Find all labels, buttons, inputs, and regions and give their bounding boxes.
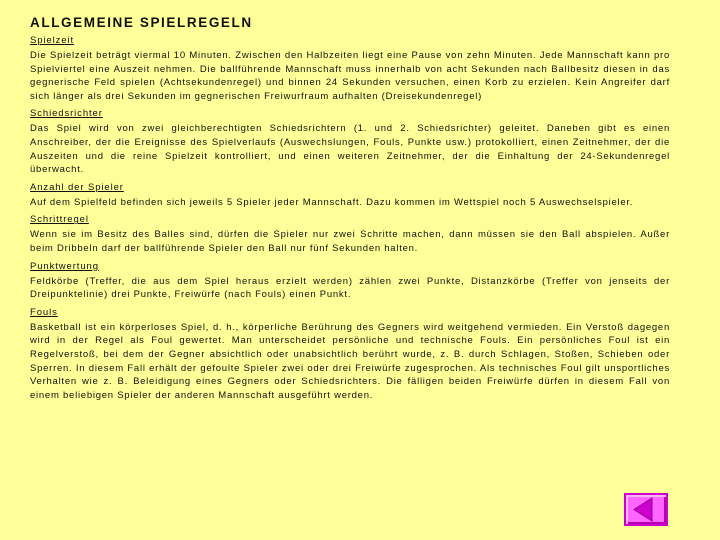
section-text-spielzeit: Die Spielzeit beträgt viermal 10 Minuten. Zwischen den Halbzeiten liegt eine Pause von zehn Minuten. Jede Mannschaft kann pro Spielviertel eine Auszeit nehmen. Die ballführende Mannschaft muss innerhalb von acht Sekunden nach Ballbesitz diesen in das gegnerische Feld spielen (Achtsekundenregel) und binnen 24 Sekunden versuchen, einen Korb zu erzielen. Kein Angreifer darf sich länger als drei Sekunden im gegnerischen Freiwurfraum aufhalten (Dreisekundenregel) (30, 50, 670, 102)
section-text-schiedsrichter: Das Spiel wird von zwei gleichberechtigten Schiedsrichtern (1. und 2. Schiedsrichter) geleitet. Daneben gibt es einen Anschreiber, der die Ereignisse des Spielverlaufs (Auswechslungen, Fouls, Punkte usw.) protokolliert, einen Zeitnehmer, der die Auszeiten und die reine Spielzeit kontrolliert, und einen weiteren Zeitnehmer, der die Einhaltung der 24-Sekundenregel überwacht. (30, 123, 670, 176)
section-text-anzahl-der-spieler: Auf dem Spielfeld befinden sich jeweils 5 Spieler jeder Mannschaft. Dazu kommen im Wettspiel noch 5 Auswechselspieler. (30, 196, 634, 208)
section-text-fouls: Basketball ist ein körperloses Spiel, d. h., körperliche Berührung des Gegners wird weitgehend vermieden. Ein Verstoß dagegen wird in der Regel als Foul gewertet. Man unterscheidet persönliche und technische Fouls. Ein persönliches Foul ist ein Regelverstoß, bei dem der Gegner absichtlich oder unabsichtlich berührt wurde, z. B. durch Schlagen, Stoßen, Schieben oder Sperren. In diesem Fall erhält der gefoulte Spieler zwei oder drei Freiwürfe zugesprochen. Als technisches Foul gilt unsportliches Verhalten wie z. B. Beleidigung eines Gegners oder Schiedsrichters. Die fälligen beiden Freiwürfe dürfen in diesem Fall von einem beliebigen Spieler der anderen Mannschaft ausgeführt werden. (30, 321, 670, 401)
section-text-schrittregel: Wenn sie im Besitz des Balles sind, dürfen die Spieler nur zwei Schritte machen, dann müssen sie den Ball abspielen. Außer beim Dribbeln darf der ballführende Spieler den Ball nur fünf Sekunden halten. (30, 229, 670, 254)
page-title: ALLGEMEINE SPIELREGELN (30, 15, 253, 30)
section-heading-schrittregel: Schrittregel (30, 214, 89, 226)
section-text-punktwertung: Feldkörbe (Treffer, die aus dem Spiel heraus erzielt werden) zählen zwei Punkte, Distanzkörbe (Treffer von jenseits der Dreipunktelinie) drei Punkte, Freiwürfe (nach Fouls) einen Punkt. (30, 275, 670, 301)
back-button[interactable] (624, 493, 668, 526)
section-heading-spielzeit: Spielzeit (30, 35, 75, 46)
triangle-back-icon (626, 495, 666, 524)
section-heading-anzahl-der-spieler: Anzahl der Spieler (30, 181, 124, 193)
section-heading-schiedsrichter: Schiedsrichter (30, 108, 103, 120)
section-heading-punktwertung: Punktwertung (30, 260, 99, 272)
slide-content (30, 14, 670, 406)
section-heading-fouls: Fouls (30, 306, 58, 318)
